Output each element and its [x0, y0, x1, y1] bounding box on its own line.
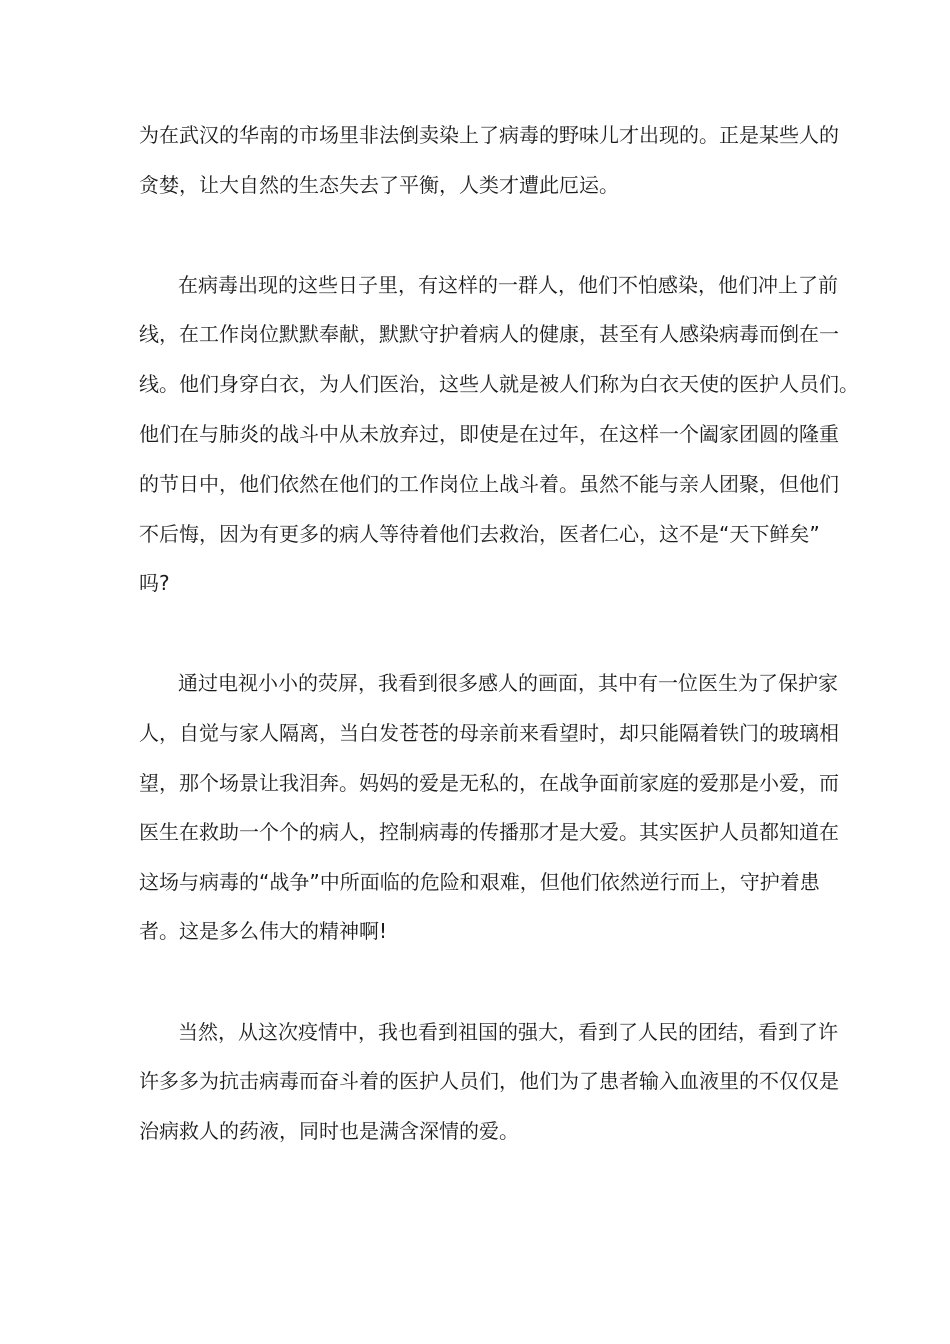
paragraph-4-line-1: 当然，从这次疫情中，我也看到祖国的强大，看到了人民的团结，看到了许 [178, 1020, 838, 1044]
paragraph-3-line-2: 人，自觉与家人隔离，当白发苍苍的母亲前来看望时，却只能隔着铁门的玻璃相 [139, 721, 839, 745]
paragraph-1-line-1: 为在武汉的华南的市场里非法倒卖染上了病毒的野味儿才出现的。正是某些人的 [139, 123, 839, 147]
paragraph-3-line-1: 通过电视小小的荧屏，我看到很多感人的画面，其中有一位医生为了保护家 [178, 671, 838, 695]
paragraph-3-line-5: 这场与病毒的“战争”中所面临的危险和艰难，但他们依然逆行而上，守护着患 [139, 870, 820, 894]
paragraph-1-line-2: 贪婪，让大自然的生态失去了平衡，人类才遭此厄运。 [139, 173, 619, 197]
paragraph-2-line-1: 在病毒出现的这些日子里，有这样的一群人，他们不怕感染，他们冲上了前 [178, 273, 838, 297]
paragraph-2-line-2: 线，在工作岗位默默奉献，默默守护着病人的健康，甚至有人感染病毒而倒在一 [139, 322, 839, 346]
paragraph-2-line-7: 吗? [139, 571, 170, 595]
paragraph-3-line-6: 者。这是多么伟大的精神啊! [139, 919, 388, 943]
paragraph-2-line-4: 他们在与肺炎的战斗中从未放弃过，即使是在过年，在这样一个阖家团圆的隆重 [139, 422, 839, 446]
paragraph-4-line-2: 许多多为抗击病毒而奋斗着的医护人员们，他们为了患者输入血液里的不仅仅是 [139, 1069, 839, 1093]
paragraph-3-line-4: 医生在救助一个个的病人，控制病毒的传播那才是大爱。其实医护人员都知道在 [139, 820, 839, 844]
paragraph-2-line-5: 的节日中，他们依然在他们的工作岗位上战斗着。虽然不能与亲人团聚，但他们 [139, 472, 839, 496]
paragraph-2-line-3: 线。他们身穿白衣，为人们医治，这些人就是被人们称为白衣天使的医护人员们。 [139, 372, 859, 396]
paragraph-4-line-3: 治病救人的药液，同时也是满含深情的爱。 [139, 1119, 519, 1143]
paragraph-2-line-6: 不后悔，因为有更多的病人等待着他们去救治，医者仁心，这不是“天下鲜矣” [139, 522, 820, 546]
paragraph-3-line-3: 望，那个场景让我泪奔。妈妈的爱是无私的，在战争面前家庭的爱那是小爱，而 [139, 771, 839, 795]
